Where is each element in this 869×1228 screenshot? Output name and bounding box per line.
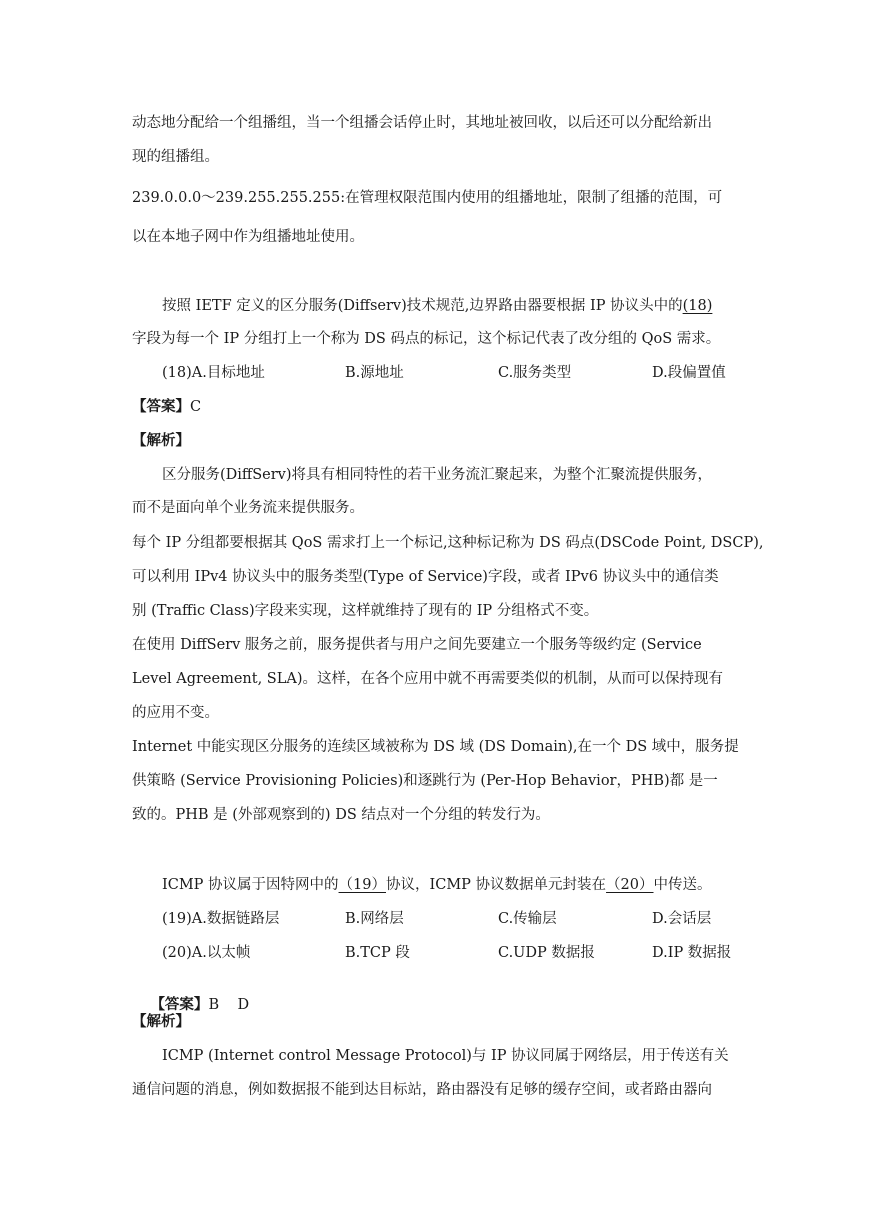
analysis-line: 区分服务(DiffServ)将具有相同特性的若干业务流汇聚起来，为整个汇聚流提供服务， — [162, 467, 713, 483]
answer-18 — [132, 398, 201, 416]
blank-20: （20） — [606, 877, 654, 893]
analysis-label-18: 【解析】 — [132, 433, 190, 449]
option-18-a: (18)A.目标地址 — [162, 365, 265, 381]
analysis-line: 在使用 DiffServ 服务之前，服务提供者与用户之间先要建立一个服务等级约定 (Service — [132, 637, 702, 653]
analysis-label-19: 【解析】 — [132, 1014, 190, 1030]
option-20-b: B.TCP 段 — [345, 945, 410, 961]
option-19-a: (19)A.数据链路层 — [162, 911, 280, 927]
analysis-line: Level Agreement, SLA)。这样，在各个应用中就不再需要类似的机制，从而可以保持现有 — [132, 671, 723, 687]
answer-label: 【答案】 — [150, 997, 209, 1013]
analysis-line: 可以利用 IPv4 协议头中的服务类型(Type of Service)字段，或者 IPv6 协议头中的通信类 — [132, 569, 719, 585]
blank-18: (18) — [682, 298, 713, 314]
option-20-a: (20)A.以太帧 — [162, 945, 251, 961]
option-19-d: D.会话层 — [652, 911, 712, 927]
analysis-line: 而不是面向单个业务流来提供服务。 — [132, 500, 364, 516]
blank-19: （19） — [338, 877, 386, 893]
analysis-line: 致的。PHB 是 (外部观察到的) DS 结点对一个分组的转发行为。 — [132, 807, 550, 823]
question-text: 按照 IETF 定义的区分服务(Diffserv)技术规范,边界路由器要根据 IP 协议头中的 — [162, 298, 683, 314]
question-19-stem — [162, 876, 712, 894]
question-text: 协议，ICMP 协议数据单元封装在 — [386, 877, 607, 893]
option-20-c: C.UDP 数据报 — [498, 945, 595, 961]
analysis-line: 通信问题的消息，例如数据报不能到达目标站，路由器没有足够的缓存空间，或者路由器向 — [132, 1082, 712, 1098]
option-18-b: B.源地址 — [345, 365, 404, 381]
paragraph-line: 现的组播组。 — [132, 149, 219, 165]
question-text: ICMP 协议属于因特网中的 — [162, 877, 339, 893]
paragraph-line: 以在本地子网中作为组播地址使用。 — [132, 229, 364, 245]
answer-value: C — [190, 399, 202, 415]
paragraph-line: 动态地分配给一个组播组，当一个组播会话停止时，其地址被回收，以后还可以分配给新出 — [132, 115, 712, 131]
analysis-line: ICMP (Internet control Message Protocol)与 IP 协议同属于网络层，用于传送有关 — [162, 1048, 729, 1064]
option-19-c: C.传输层 — [498, 911, 557, 927]
answer-value: B D — [208, 997, 250, 1013]
question-text: 中传送。 — [653, 877, 712, 893]
option-20-d: D.IP 数据报 — [652, 945, 732, 961]
option-18-d: D.段偏置值 — [652, 365, 726, 381]
analysis-line: 每个 IP 分组都要根据其 QoS 需求打上一个标记,这种标记称为 DS 码点(DSCode Point, DSCP), — [132, 535, 764, 551]
analysis-line: 的应用不变。 — [132, 705, 219, 721]
analysis-line: 供策略 (Service Provisioning Policies)和逐跳行为 (Per-Hop Behavior，PHB)都 是一 — [132, 773, 718, 789]
question-18-stem — [162, 297, 712, 315]
paragraph-line: 239.0.0.0～239.255.255.255:在管理权限范围内使用的组播地址，限制了组播的范围，可 — [132, 190, 723, 206]
option-18-c: C.服务类型 — [498, 365, 572, 381]
analysis-line: Internet 中能实现区分服务的连续区域被称为 DS 域 (DS Domain),在一个 DS 域中，服务提 — [132, 739, 739, 755]
answer-label: 【答案】 — [132, 399, 190, 415]
analysis-line: 别 (Traffic Class)字段来实现，这样就维持了现有的 IP 分组格式不变。 — [132, 603, 599, 619]
option-19-b: B.网络层 — [345, 911, 404, 927]
question-18-stem-cont: 字段为每一个 IP 分组打上一个称为 DS 码点的标记，这个标记代表了改分组的 QoS 需求。 — [132, 331, 721, 347]
